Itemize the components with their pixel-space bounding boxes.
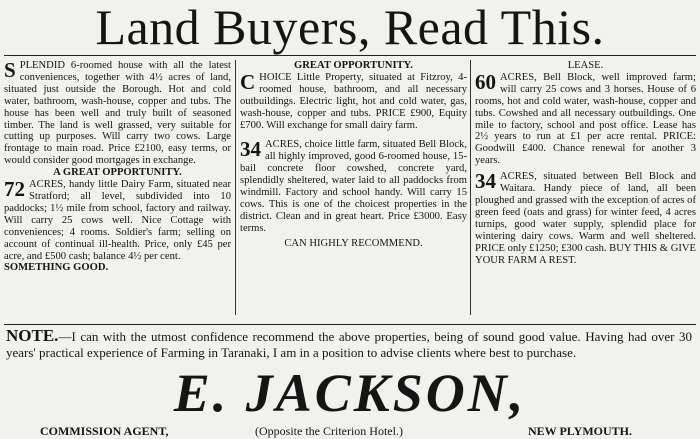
top-rule — [4, 55, 696, 56]
ad-dairy-tagline: SOMETHING GOOD. — [4, 262, 109, 274]
drop-cap: S — [4, 58, 16, 82]
ad-lease-heading: LEASE. — [567, 60, 604, 71]
ad-waitara-text: ACRES, situated between Bell Block and Waitara. Handy piece of land, all been ploughed and grassed with the exception of acres of green feed (oats and grass) for winter feed, 4 acres turnips, good water supply, splendid place for wintering dairy cows. Warm and well sheltered. PRICE only £1250; £300 cash. BUY THIS & GIVE YOUR FARM A REST. — [475, 171, 696, 266]
column-divider-1 — [235, 60, 236, 315]
note-text: —I can with the utmost confidence recommend the above properties, being of sound good value. Having had over 30 years' practical experience of Farming in Taranaki, I am in a position to advise clients where best to purchase. — [6, 329, 692, 360]
mid-rule — [4, 324, 696, 325]
ad-waitara — [475, 171, 696, 266]
ad-lease — [475, 69, 696, 167]
ad-lease-text: ACRES, Bell Block, well improved farm; will carry 25 cows and 3 horses. House of 6 rooms, hot and cold water, wash-house, copper and tubs. Cowshed and all necessary outbuildings. One mile to factory, school and post office. Lease has 2½ years to run at £1 per acre rental. PRICE: Goodwill £400. Chance renewal for another 3 years. — [475, 71, 696, 167]
ad-fitzroy — [240, 69, 467, 132]
column-3 — [475, 60, 696, 266]
headline: Land Buyers, Read This. — [95, 0, 605, 55]
ad-fitzroy-heading: GREAT OPPORTUNITY. — [294, 60, 413, 71]
ad-bell-block — [240, 139, 467, 234]
drop-cap: C — [240, 69, 256, 94]
agent-name: E. JACKSON, — [173, 363, 527, 423]
ad-dairy — [4, 179, 231, 262]
footer-middle: (Opposite the Criterion Hotel.) — [255, 424, 403, 438]
column-divider-2 — [470, 60, 471, 315]
ad-fitzroy-text: HOICE Little Property, situated at Fitzroy, 4-roomed house, bathroom, and all necessary outbuildings. Electric light, hot and cold water, gas, wash-house, copper and tubs. PRICE £900, Equity £700. Will exchange for small dairy farm. — [240, 71, 467, 131]
acre-figure: 34 — [240, 137, 261, 162]
acre-figure: 60 — [475, 69, 496, 94]
ad-house-text: PLENDID 6-roomed house with all the latest conveniences, together with 4½ acres of land, situated just outside the Borough. Hot and cold water, bathroom, wash-house, copper and tubs. The house has been well and truly built of seasoned timber. The land is well grassed, very suitable for cutting up purposes. Will carry two cows. Large frontage to main road. Price £2100, easy terms, or would consider good mortgages in exchange. — [4, 60, 231, 167]
footer-right: NEW PLYMOUTH. — [528, 424, 633, 438]
acre-figure: 72 — [4, 177, 25, 202]
ad-bell-block-tagline: CAN HIGHLY RECOMMEND. — [284, 237, 423, 249]
acre-figure: 34 — [475, 169, 496, 194]
column-1 — [4, 60, 231, 274]
ad-dairy-heading: A GREAT OPPORTUNITY. — [53, 167, 182, 179]
column-2 — [240, 60, 467, 250]
ad-house — [4, 60, 231, 167]
footer-left: COMMISSION AGENT, — [40, 424, 169, 438]
ad-dairy-text: ACRES, handy little Dairy Farm, situated near Stratford; all level, subdivided into 10 paddocks; 1½ mile from school, factory and railway. Will carry 25 cows well. Nice Cottage with conveniences; 4 rooms. Soldier's farm; selling on account of continual ill-health. Price, only £45 per acre, and £500 cash; balance 4½ per cent. — [4, 179, 231, 262]
note-lead: NOTE. — [6, 326, 59, 345]
note-paragraph — [6, 328, 692, 360]
ad-bell-block-text: ACRES, choice little farm, situated Bell Block, all highly improved, good 6-roomed house, 15-bail concrete floor cowshed, concrete yard, splendidly sheltered, water laid to all paddocks from windmill. Factory and school handy. Will carry 15 cows. This is one of the choicest properties in the district. Clean and in great heart. Price £3000. Easy terms. — [240, 139, 467, 234]
